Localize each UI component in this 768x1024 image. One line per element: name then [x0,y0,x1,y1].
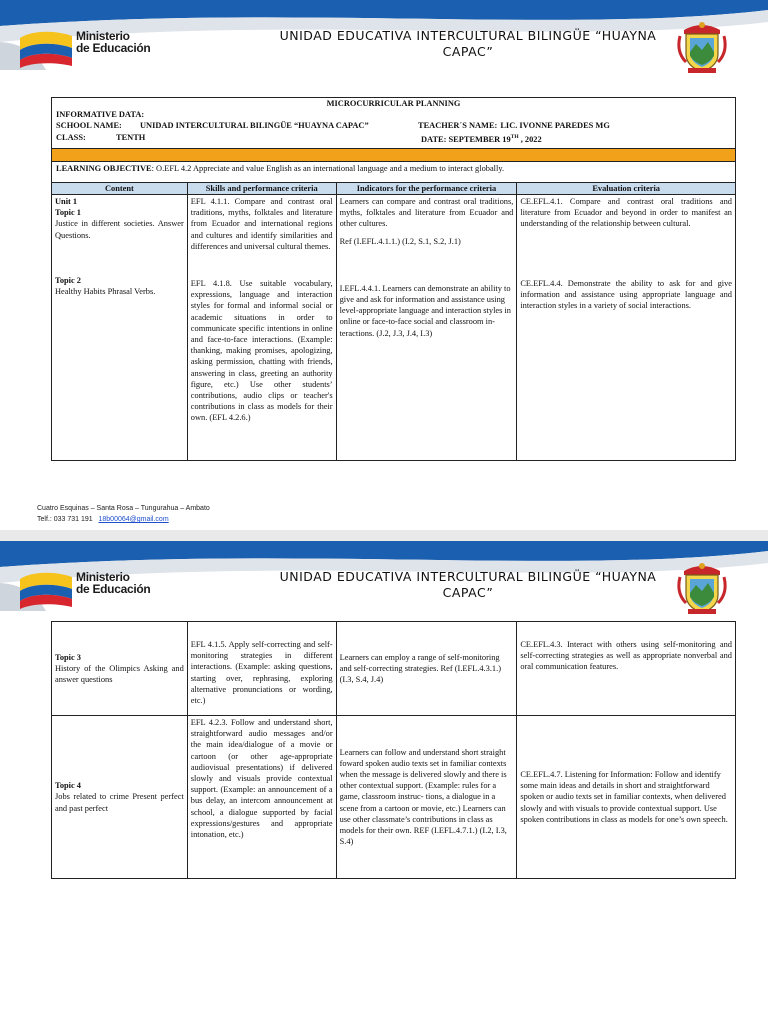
skills-cell [187,622,336,716]
table-row [52,716,736,879]
unit-title: Unit 1 [55,197,78,207]
topic-title: Topic 4 [55,781,81,791]
teacher-label: TEACHER´S NAME: [418,121,498,131]
evaluation-text: CE.EFL.4.7. Listening for Information: Follow and identify some main ideas and details in short and straightforward spoken or audio texts set in familiar contexts, when delivered slowly and with visuals to provide contextual support. Use spoken contributions in class as models for one’s own speech. [520,769,728,824]
indicators-cell [336,622,517,716]
skills-text: EFL 4.1.5. Apply self-correcting and self-monitoring strategies in different interactions. (Example: asking questions, starting over, rephrasing, exploring alternative pronunciations or wording, etc.) [190,640,333,706]
microcurricular-table-continued [51,621,736,879]
school-crest-icon [676,18,728,76]
column-header-content: Content [52,182,188,194]
evaluation-text: CE.EFL.4.4. Demonstrate the ability to ask for and give information and assistance using appropriate language and interaction styles in a variety of social interactions. [520,278,732,311]
date-year: , 2022 [518,134,542,144]
content-cell [52,622,188,716]
content-cell [52,716,188,879]
topic-title: Topic 3 [55,652,81,662]
footer-address: Cuatro Esquinas – Santa Rosa – Tungurahua – Ambato [37,505,210,512]
topic-title: Topic 1 [55,208,81,218]
orange-band [52,148,736,161]
informative-label: INFORMATIVE DATA: [56,110,145,120]
ministry-line1: Ministerio [76,29,130,43]
ministry-line2: de Educación [76,41,151,55]
skills-text: EFL 4.1.8. Use suitable vocabulary, expressions, language and interaction styles for formal and informal social or academic situations in order to communicate specific intentions in online and face-to-face interactions. (Example: thanking, making promises, apologizing, asking permission, chatting with friends, answering in class, greeting an authority figure, etc.) Use other students’ contributions, audio clips or teacher's contributions in class as models for their own. (EFL 4.2.6.) [190,279,333,423]
indicators-text: Learners can compare and contrast oral traditions, myths, folktales and literature from Ecuador and other cultures. [339,197,514,229]
table-row [52,195,736,461]
page-separator [0,530,768,541]
evaluation-cell [517,622,736,716]
ministerio-wordmark [76,571,150,595]
school-line1: UNIDAD EDUCATIVA INTERCULTURAL BILINGÜE “HUAYNA [279,569,657,584]
topic-title: Topic 2 [55,275,81,285]
topic-text: Jobs related to crime Present perfect and past perfect [55,792,184,813]
date-value [421,132,542,145]
school-name-label: SCHOOL NAME: [56,121,122,131]
page-footer [37,503,210,525]
school-name-row [56,120,731,131]
footer-email-link[interactable]: 18b00064@gmail.com [98,516,169,523]
indicators-cell [336,716,517,879]
skills-text: EFL 4.2.3. Follow and understand short, straightforward audio messages and/or the main idea/dialogue of a movie or cartoon (or other age-appropriate audiovisual presentations) if delivered slowly and visuals provide contextual support. (Example: an announcement of a bus delay, an intercom announcement at school, a dialogue supported by facial expressions/gestures and appropriate intonation, etc.) [190,718,333,840]
indicators-ref: Ref (I.EFL.4.1.1.) (I.2, S.1, S.2, J.1) [339,236,461,246]
skills-text: EFL 4.1.1. Compare and contrast oral traditions, myths, folktales and literature from Ecuador and international regions and cultures and identify similarities and differences and universal cultural themes. [190,197,333,251]
evaluation-cell [517,195,736,461]
teacher-value: LIC. IVONNE PAREDES MG [500,121,610,131]
topic-text: Healthy Habits Phrasal Verbs. [55,287,156,297]
footer-phone: Telf.: 033 731 191 [37,516,93,523]
school-line2: CAPAC” [442,44,494,59]
microcurricular-table [51,97,736,461]
school-name-value: UNIDAD INTERCULTURAL BILINGÜE “HUAYNA CAPAC” [140,121,369,131]
ministry-line2: de Educación [76,582,151,596]
evaluation-text: CE.EFL.4.1. Compare and contrast oral traditions and literature from Ecuador and beyond in order to manifest an understanding of the relationship between cultural. [520,197,732,229]
class-label: CLASS: [56,132,86,142]
column-header-evaluation: Evaluation criteria [517,182,736,194]
planning-title: MICROCURRICULAR PLANNING [52,98,736,110]
evaluation-text: CE.EFL.4.3. Interact with others using self-monitoring and self-correcting strategies as well as appropriate nonverbal and oral communication features. [520,640,732,672]
topic-text: History of the Olimpics Asking and answer questions [55,663,184,685]
indicators-text: Learners can follow and understand short straight foward spoken audio texts set in familiar contexts when the message is delivered slowly and there is other contextual support. (Example: rules for a game, classroom instruc- tions, a dialogue in a scene from a cartoon or movie, etc.) Learners can use other classmate’s contributions in class as models for their own. REF (I.EFL.4.7.1.) (I.2, I.3, S.4) [339,747,507,847]
table-row [52,622,736,716]
school-line2: CAPAC” [442,585,494,600]
column-header-skills: Skills and performance criteria [187,182,336,194]
content-cell [52,195,188,461]
indicators-text: I.EFL.4.4.1. Learners can demonstrate an ability to give and ask for information and assistance using level-appropriate language and interaction styles in online or face-to-face social and classroom in- teractions. (J.2, J.3, J.4, I.3) [339,283,511,338]
skills-cell [187,195,336,461]
indicators-cell [336,195,517,461]
ministerio-wordmark [76,30,150,54]
class-row [56,132,731,145]
informative-data [52,109,736,148]
date-label: DATE: SEPTEMBER 19 [421,134,511,144]
school-line1: UNIDAD EDUCATIVA INTERCULTURAL BILINGÜE “HUAYNA [279,28,657,43]
class-value: TENTH [116,132,146,142]
school-header-title [268,569,668,601]
topic-text: Justice in different societies. Answer Questions. [55,219,184,240]
learning-objective [52,161,736,182]
skills-cell [187,716,336,879]
column-header-indicators: Indicators for the performance criteria [336,182,517,194]
school-header-title [268,28,668,60]
objective-label: LEARNING OBJECTIVE [56,163,152,173]
school-crest-icon [676,559,728,617]
ministry-line1: Ministerio [76,570,130,584]
objective-text: : O.EFL 4.2 Appreciate and value English as an international language and a medium to interact globally. [151,163,505,173]
indicators-text: Learners can employ a range of self-monitoring and self-correcting strategies. Ref (I.EFL.4.3.1.) (I.3, S.4, J.4) [339,652,502,685]
evaluation-cell [517,716,736,879]
date-sup: TH [510,133,519,140]
